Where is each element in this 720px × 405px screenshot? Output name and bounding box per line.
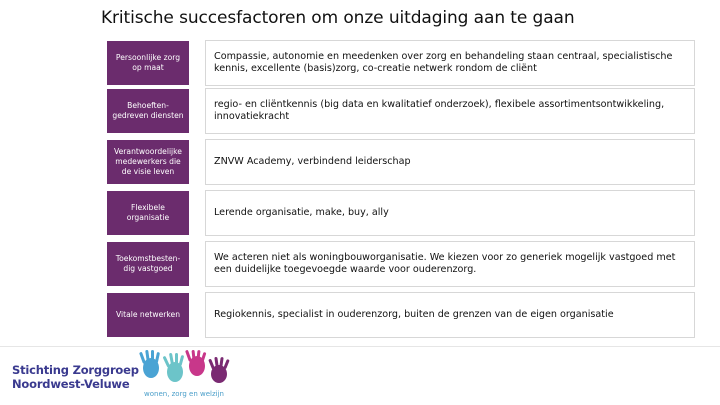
factor-description: ZNVW Academy, verbindend leiderschap (205, 139, 695, 185)
logo-name-line2: Noordwest-Veluwe (12, 377, 130, 391)
factor-description: Regiokennis, specialist in ouderenzorg, buiten de grenzen van de eigen organisatie (205, 292, 695, 338)
factor-label: Flexibele organisatie (107, 191, 189, 235)
factor-description: Lerende organisatie, make, buy, ally (205, 190, 695, 236)
factor-label: Verantwoordelijke medewerkers die de visie leven (107, 140, 189, 184)
factor-label: Persoonlijke zorg op maat (107, 41, 189, 85)
organization-logo (12, 350, 312, 405)
factor-label: Behoeften- gedreven diensten (107, 89, 189, 133)
factor-description: We acteren niet als woningbouworganisatie. We kiezen voor zo generiek mogelijk vastgoed met een duidelijke toegevoegde waarde voor ouderenzorg. (205, 241, 695, 287)
slide-title: Kritische succesfactoren om onze uitdaging aan te gaan (101, 8, 575, 28)
factor-description: Compassie, autonomie en meedenken over zorg en behandeling staan centraal, specialistische kennis, excellente (basis)zorg, co-creatie netwerk rondom de cliënt (205, 40, 695, 86)
factor-label: Toekomstbesten- dig vastgoed (107, 242, 189, 286)
factor-label: Vitale netwerken (107, 293, 189, 337)
logo-tagline: wonen, zorg en welzijn (144, 390, 224, 398)
hands-logo-icon (135, 350, 245, 392)
factor-description: regio- en cliëntkennis (big data en kwalitatief onderzoek), flexibele assortimentsontwikkeling, innovatiekracht (205, 88, 695, 134)
logo-name-line1: Stichting Zorggroep (12, 363, 139, 377)
footer-divider (0, 346, 720, 347)
